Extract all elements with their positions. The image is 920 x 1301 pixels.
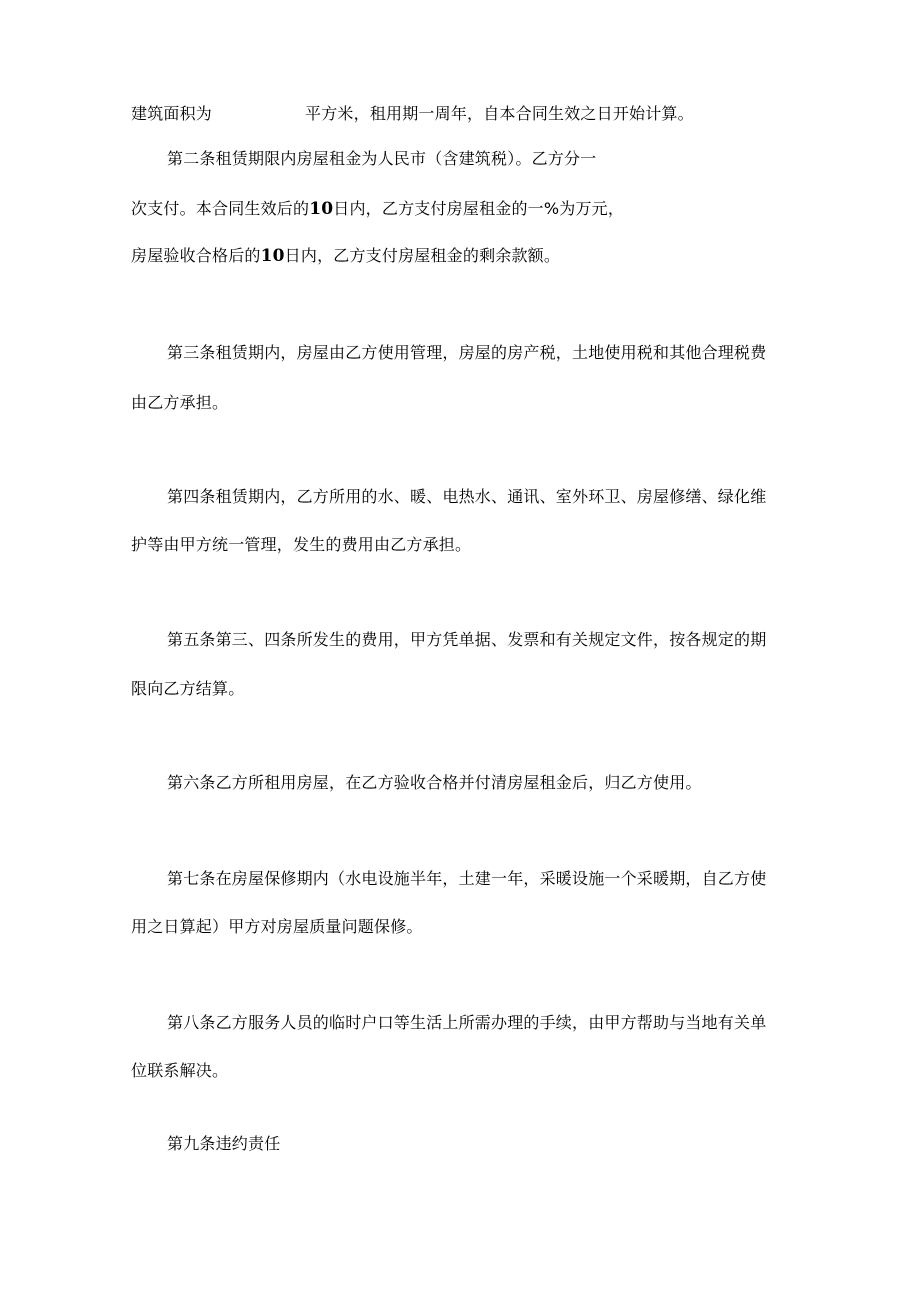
- article-4-line-1: 第四条租赁期内，乙方所用的水、暖、电热水、通讯、室外环卫、房屋修缮、绿化维: [167, 487, 767, 506]
- article-2-line-3-text-a: 房屋验收合格后的: [131, 246, 261, 265]
- article-6-line-1: 第六条乙方所租用房屋，在乙方验收合格并付清房屋租金后，归乙方使用。: [167, 773, 702, 792]
- article-2-line-3-text-b: 日内，乙方支付房屋租金的剩余款额。: [284, 246, 561, 265]
- article-3-line-2: 由乙方承担。: [131, 393, 229, 412]
- article-5-line-2: 限向乙方结算。: [131, 679, 245, 698]
- article-7-line-2: 用之日算起）甲方对房屋质量问题保修。: [131, 917, 423, 936]
- area-term-text: 平方米，租用期一周年，自本合同生效之日开始计算。: [305, 104, 694, 123]
- article-9-heading: 第九条违约责任: [167, 1134, 281, 1153]
- article-2-line-2: [131, 199, 624, 219]
- article-2-line-1: 第二条租赁期限内房屋租金为人民市（含建筑税）。乙方分一: [167, 149, 597, 168]
- article-3-line-1: 第三条租赁期内，房屋由乙方使用管理，房屋的房产税，土地使用税和其他合理税费: [167, 343, 767, 362]
- article-2-days-number: 10: [309, 199, 334, 219]
- article-2-line-2-text-b: 日内，乙方支付房屋租金的一%为万元，: [333, 199, 625, 218]
- area-label: 建筑面积为: [131, 104, 213, 123]
- area-term-line: [131, 104, 694, 124]
- article-7-line-1: 第七条在房屋保修期内（水电设施半年，土建一年，采暖设施一个采暖期，自乙方使: [167, 869, 767, 888]
- article-5-line-1: 第五条第三、四条所发生的费用，甲方凭单据、发票和有关规定文件，按各规定的期: [167, 630, 767, 649]
- article-2-line-3: [131, 246, 560, 266]
- article-8-line-2: 位联系解决。: [131, 1061, 229, 1080]
- article-2-line-2-text-a: 次支付。本合同生效后的: [131, 199, 310, 218]
- article-4-line-2: 护等由甲方统一管理，发生的费用由乙方承担。: [131, 535, 472, 554]
- article-8-line-1: 第八条乙方服务人员的临时户口等生活上所需办理的手续，由甲方帮助与当地有关单: [167, 1013, 767, 1032]
- article-2-line-3-days-number: 10: [260, 246, 285, 266]
